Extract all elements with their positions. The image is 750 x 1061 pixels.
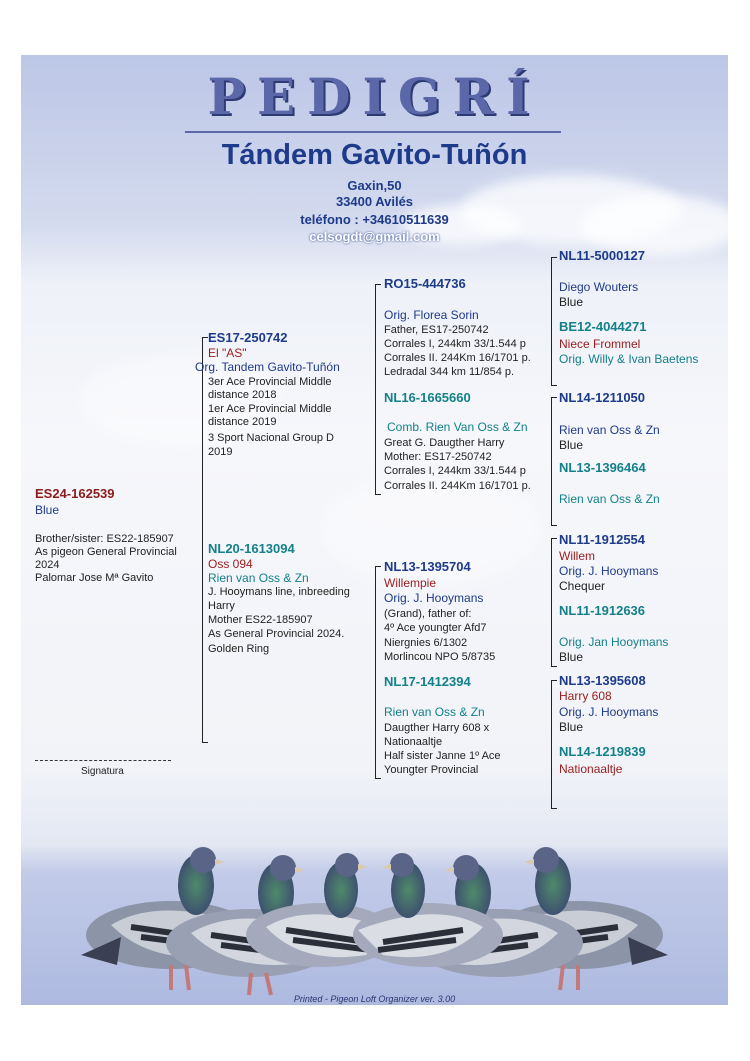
sire-origin: Org. Tandem Gavito-Tuñón xyxy=(195,360,340,374)
gen4-line: Rien van Oss & Zn xyxy=(559,492,660,506)
sire-note: distance 2018 xyxy=(208,389,277,401)
signature-line xyxy=(35,760,171,761)
gen4-line: Blue xyxy=(559,295,584,309)
sire-sire-ring: RO15-444736 xyxy=(384,276,466,291)
pigeon-icon xyxy=(353,847,668,990)
pigeons-illustration xyxy=(21,815,728,1005)
gen4-ring: NL11-5000127 xyxy=(559,248,646,263)
sire-sire-note: Ledradal 344 km 11/854 p. xyxy=(384,366,515,378)
breeder-name: Tándem Gavito-Tuñón xyxy=(221,139,528,171)
subject-note: Brother/sister: ES22-185907 xyxy=(35,533,174,545)
gen4-line: Orig. Willy & Ivan Baetens xyxy=(559,352,699,366)
sire-sire-origin: Orig. Florea Sorin xyxy=(384,308,479,322)
subject-note: As pigeon General Provincial xyxy=(35,546,177,558)
sire-sire-note: Father, ES17-250742 xyxy=(384,324,489,336)
sire-dam-origin: Comb. Rien Van Oss & Zn xyxy=(387,420,528,434)
dam-sire-note: (Grand), father of: xyxy=(384,608,472,620)
gen4-line: Orig. J. Hooymans xyxy=(559,705,659,719)
email: celsogdt@gmail.com xyxy=(309,229,440,244)
gen4-ring: BE12-4044271 xyxy=(559,319,647,334)
sire-note: 3er Ace Provincial Middle xyxy=(208,376,332,388)
gen4-ring: NL11-1912554 xyxy=(559,532,646,547)
dam-dam-note: Half sister Janne 1º Ace xyxy=(384,750,501,762)
sire-name: El "AS" xyxy=(208,346,247,360)
gen4-ring: NL14-1219839 xyxy=(559,744,646,759)
gen4-ring: NL11-1912636 xyxy=(559,603,646,618)
address-city: 33400 Avilés xyxy=(335,194,414,209)
gen4-ring: NL13-1395608 xyxy=(559,673,646,688)
dam-sire-note: Niergnies 6/1302 xyxy=(384,637,468,649)
gen4-line: Chequer xyxy=(559,579,606,593)
gen4-line: Orig. Jan Hooymans xyxy=(559,635,669,649)
phone: teléfono : +34610511639 xyxy=(300,212,449,227)
sire-note: 1er Ace Provincial Middle xyxy=(208,403,332,415)
dam-origin: Rien van Oss & Zn xyxy=(208,571,309,585)
title-underline xyxy=(185,131,561,133)
sire-note: 3 Sport Nacional Group D xyxy=(208,432,334,444)
gen4-line: Diego Wouters xyxy=(559,280,639,294)
subject-ring: ES24-162539 xyxy=(35,486,115,501)
gen4-line: Niece Frommel xyxy=(559,337,641,351)
sire-dam-note: Corrales II. 244Km 16/1701 p. xyxy=(384,480,531,492)
dam-note: Harry xyxy=(208,600,235,612)
page-title: PEDIGRÍ xyxy=(207,67,542,126)
subject-note: Palomar Jose Mª Gavito xyxy=(35,572,154,584)
gen4-line: Rien van Oss & Zn xyxy=(559,423,660,437)
dam-note: As General Provincial 2024. xyxy=(208,628,345,640)
dam-ring: NL20-1613094 xyxy=(208,541,295,556)
gen4-line: Orig. J. Hooymans xyxy=(559,564,659,578)
sire-sire-note: Corrales II. 244Km 16/1701 p. xyxy=(384,352,531,364)
dam-note: Golden Ring xyxy=(208,643,270,655)
dam-dam-ring: NL17-1412394 xyxy=(384,674,471,689)
footer-printed: Printed - Pigeon Loft Organizer ver. 3.00 xyxy=(293,994,456,1004)
sire-dam-ring: NL16-1665660 xyxy=(384,390,471,405)
dam-name: Oss 094 xyxy=(208,557,253,571)
sire-dam-note: Corrales I, 244km 33/1.544 p xyxy=(384,465,526,477)
sire-ring: ES17-250742 xyxy=(208,330,288,345)
dam-dam-note: Youngter Provincial xyxy=(384,764,479,776)
dam-note: J. Hooymans line, inbreeding xyxy=(208,586,350,598)
dam-sire-ring: NL13-1395704 xyxy=(384,559,471,574)
gen4-line: Willem xyxy=(559,549,595,563)
dam-sire-note: Morlincou NPO 5/8735 xyxy=(384,651,496,663)
gen4-line: Harry 608 xyxy=(559,689,612,703)
dam-sire-name: Willempie xyxy=(384,576,437,590)
dam-dam-origin: Rien van Oss & Zn xyxy=(384,705,485,719)
gen4-line: Blue xyxy=(559,650,584,664)
sire-note: distance 2019 xyxy=(208,416,277,428)
signature-label: Signatura xyxy=(81,766,124,777)
gen4-line: Blue xyxy=(559,438,584,452)
gen4-line: Blue xyxy=(559,720,584,734)
gen4-line: Nationaaltje xyxy=(559,762,623,776)
sire-dam-note: Mother: ES17-250742 xyxy=(384,451,492,463)
sire-sire-note: Corrales I, 244km 33/1.544 p xyxy=(384,338,526,350)
dam-sire-origin: Orig. J. Hooymans xyxy=(384,591,484,605)
pedigree-sheet xyxy=(21,55,728,1005)
subject-color: Blue xyxy=(35,503,60,517)
address-street: Gaxin,50 xyxy=(347,178,402,193)
gen4-ring: NL13-1396464 xyxy=(559,460,646,475)
sire-dam-note: Great G. Daugther Harry xyxy=(384,437,505,449)
gen4-ring: NL14-1211050 xyxy=(559,390,646,405)
subject-note: 2024 xyxy=(35,559,60,571)
dam-dam-note: Daugther Harry 608 x xyxy=(384,722,490,734)
dam-note: Mother ES22-185907 xyxy=(208,614,313,626)
dam-dam-note: Nationaaltje xyxy=(384,736,443,748)
sire-note: 2019 xyxy=(208,446,233,458)
dam-sire-note: 4º Ace youngter Afd7 xyxy=(384,622,487,634)
